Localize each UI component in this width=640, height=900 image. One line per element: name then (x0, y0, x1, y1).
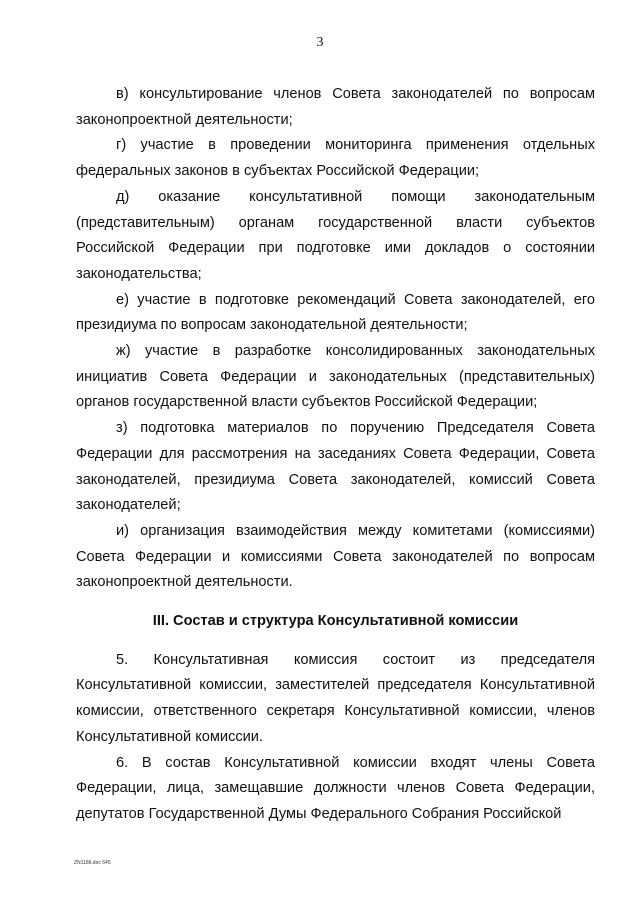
paragraph-item-zh: ж) участие в разработке консолидированных законодательных инициатив Совета Федерации и законодательных (представительных) органов государственной власти субъектов Российской Федерации; (76, 343, 595, 411)
page-number: 3 (316, 35, 324, 50)
paragraph-item-g: г) участие в проведении мониторинга применения отдельных федеральных законов в субъектах Российской Федерации; (76, 137, 595, 180)
paragraph-clause-5: 5. Консультативная комиссия состоит из председателя Консультативной комиссии, заместителей председателя Консультативной комиссии, ответственного секретаря Консультативной комиссии, членов Консультативной комиссии. (76, 651, 595, 745)
paragraph-item-z: з) подготовка материалов по поручению Председателя Совета Федерации для рассмотрения на заседаниях Совета Федерации, Совета законодателей, президиума Совета законодателей, комиссий Совета законодателей; (76, 420, 595, 514)
paragraph-item-e: е) участие в подготовке рекомендаций Совета законодателей, его президиума по вопросам законодательной деятельности; (76, 291, 595, 334)
section-heading: III. Состав и структура Консультативной комиссии (152, 613, 519, 630)
document-code-footer: ZN1186.doc 645 (74, 860, 111, 866)
paragraph-item-d: д) оказание консультативной помощи законодательным (представительным) органам государственной власти субъектов Российской Федерации при подготовке ими докладов о состоянии законодательства; (76, 188, 595, 282)
document-body (76, 82, 595, 828)
paragraph-item-v: в) консультирование членов Совета законодателей по вопросам законопроектной деятельности; (76, 86, 595, 128)
paragraph-item-i: и) организация взаимодействия между комитетами (комиссиями) Совета Федерации и комиссиями Совета законодателей по вопросам законопроектной деятельности. (76, 522, 595, 591)
paragraph-clause-6: 6. В состав Консультативной комиссии входят члены Совета Федерации, лица, замещавшие должности членов Совета Федерации, депутатов Государственной Думы Федерального Собрания Российской (76, 754, 595, 822)
